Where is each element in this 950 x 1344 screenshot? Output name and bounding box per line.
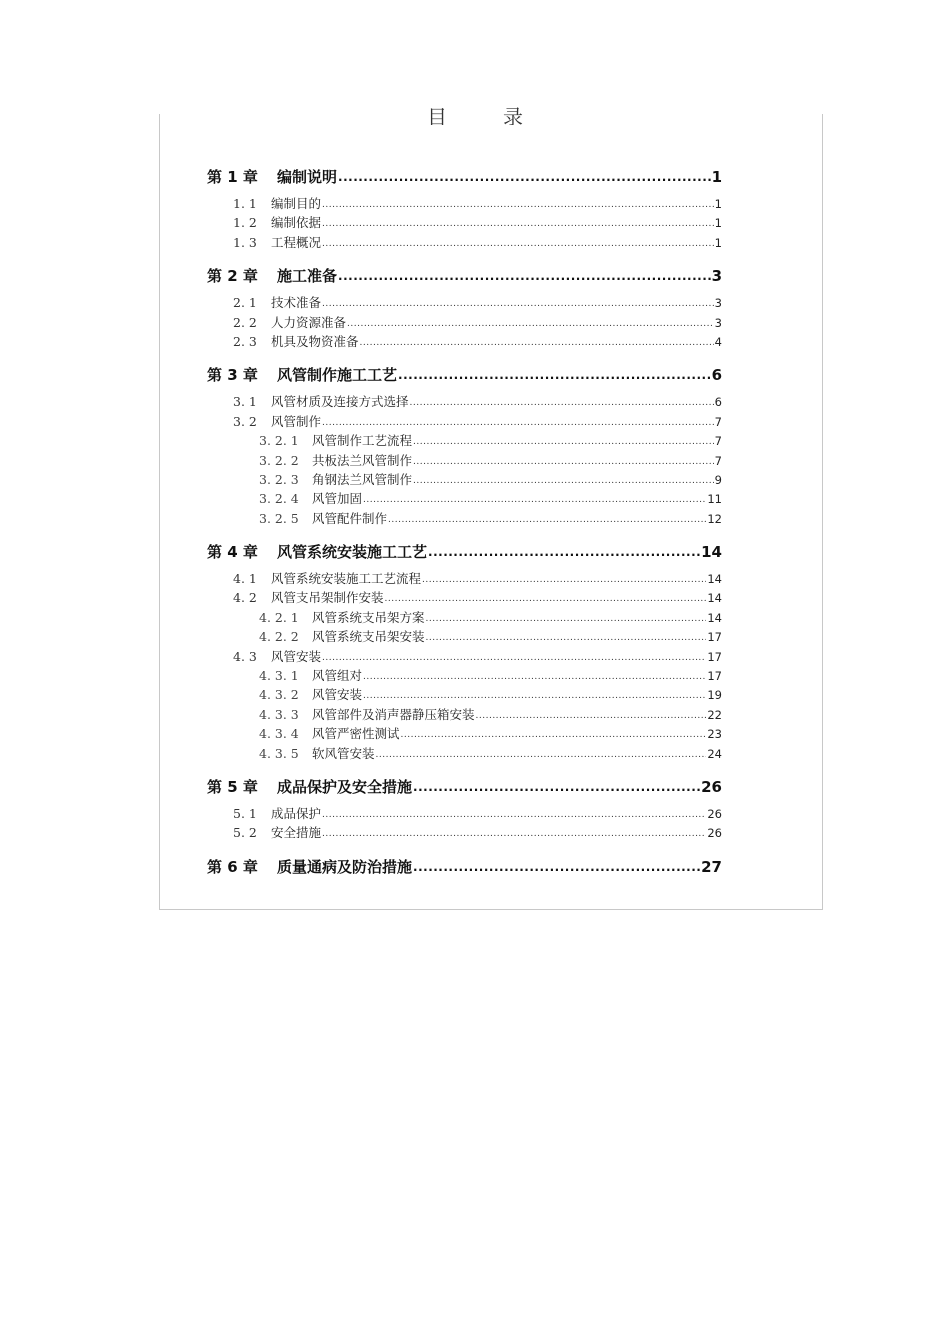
toc-section-entry[interactable]: [207, 588, 722, 607]
toc-entry-number: 第 3 章: [207, 366, 258, 385]
toc-entry-label: 风管安装: [271, 648, 322, 664]
toc-entry-number: 4. 2. 1: [259, 609, 299, 625]
toc-entry-number: 第 5 章: [207, 777, 258, 796]
toc-chapter-entry[interactable]: [207, 535, 722, 564]
toc-dot-leader: [410, 393, 714, 408]
toc-section-entry[interactable]: [207, 213, 722, 232]
toc-entry-page-number: 1: [714, 235, 722, 250]
toc-entry-number: 3. 2. 4: [259, 491, 299, 507]
toc-entry-number: 3. 2. 1: [259, 433, 299, 449]
toc-subsection-entry[interactable]: [207, 451, 722, 470]
toc-entry-page-number: 23: [707, 727, 722, 742]
toc-subsection-entry[interactable]: [207, 724, 722, 743]
toc-dot-leader: [476, 706, 707, 721]
toc-entry-label: 角钢法兰风管制作: [312, 471, 413, 487]
toc-dot-leader: [322, 195, 714, 210]
toc-dot-leader: [426, 628, 707, 643]
toc-entry-number: 1. 1: [233, 196, 257, 211]
toc-entry-label: 成品保护及安全措施: [277, 777, 413, 796]
toc-entry-number: 4. 2. 2: [259, 629, 299, 645]
toc-entry-number: 3. 2. 2: [259, 452, 299, 468]
toc-entry-label: 人力资源准备: [271, 314, 347, 330]
toc-dot-leader: [428, 542, 700, 560]
toc-subsection-entry[interactable]: [207, 470, 722, 489]
toc-chapter-entry[interactable]: [207, 770, 722, 799]
toc-dot-leader: [401, 725, 707, 740]
toc-entry-page-number: 24: [707, 746, 722, 761]
toc-subsection-entry[interactable]: [207, 608, 722, 627]
toc-entry-label: 风管配件制作: [312, 510, 388, 526]
toc-entry-page-number: 26: [707, 806, 722, 821]
table-of-contents: [207, 160, 722, 879]
toc-entry-label: 编制依据: [271, 215, 322, 231]
toc-chapter-entry[interactable]: [207, 259, 722, 288]
toc-entry-number: 3. 2: [233, 413, 257, 429]
toc-dot-leader: [322, 294, 714, 309]
toc-entry-label: 风管加固: [312, 491, 363, 507]
toc-dot-leader: [363, 667, 706, 682]
toc-entry-page-number: 3: [714, 296, 722, 311]
toc-dot-leader: [388, 510, 706, 525]
toc-entry-number: 2. 2: [233, 314, 257, 330]
toc-dot-leader: [376, 745, 707, 760]
toc-dot-leader: [322, 234, 714, 249]
toc-dot-leader: [363, 686, 706, 701]
toc-entry-label: 成品保护: [271, 805, 322, 821]
toc-dot-leader: [322, 214, 714, 229]
toc-entry-number: 1. 2: [233, 215, 257, 231]
toc-section-entry[interactable]: [207, 293, 722, 312]
toc-dot-leader: [322, 648, 706, 663]
toc-entry-page-number: 14: [707, 591, 722, 606]
toc-entry-label: 风管制作工艺流程: [312, 433, 413, 449]
toc-dot-leader: [322, 824, 706, 839]
toc-section-entry[interactable]: [207, 313, 722, 332]
toc-entry-number: 3. 2. 3: [259, 471, 299, 487]
toc-section-entry[interactable]: [207, 823, 722, 842]
toc-entry-number: 2. 1: [233, 295, 257, 311]
toc-entry-label: 风管组对: [312, 668, 363, 684]
toc-entry-page-number: 26: [707, 826, 722, 841]
toc-entry-number: 4. 3. 5: [259, 745, 299, 761]
toc-entry-label: 施工准备: [277, 267, 338, 286]
toc-dot-leader: [413, 452, 714, 467]
toc-subsection-entry[interactable]: [207, 744, 722, 763]
toc-entry-label: 风管制作: [271, 413, 322, 429]
toc-section-entry[interactable]: [207, 194, 722, 213]
toc-entry-page-number: 3: [714, 315, 722, 330]
toc-subsection-entry[interactable]: [207, 431, 722, 450]
toc-entry-page-number: 17: [707, 649, 722, 664]
toc-entry-label: 风管严密性测试: [312, 726, 400, 742]
toc-entry-label: 工程概况: [271, 234, 322, 250]
toc-entry-label: 风管材质及连接方式选择: [271, 394, 409, 410]
toc-entry-number: 4. 3: [233, 648, 257, 664]
toc-entry-page-number: 7: [714, 414, 722, 429]
toc-dot-leader: [322, 413, 714, 428]
toc-entry-page-number: 14: [701, 543, 722, 562]
toc-dot-leader: [422, 570, 706, 585]
toc-subsection-entry[interactable]: [207, 627, 722, 646]
toc-entry-number: 4. 3. 3: [259, 706, 299, 722]
toc-entry-label: 软风管安装: [312, 745, 375, 761]
toc-entry-page-number: 26: [701, 777, 722, 796]
toc-dot-leader: [413, 777, 700, 795]
toc-entry-number: 4. 1: [233, 571, 257, 587]
toc-entry-page-number: 7: [714, 453, 722, 468]
toc-section-entry[interactable]: [207, 233, 722, 252]
toc-entry-number: 4. 3. 4: [259, 726, 299, 742]
toc-entry-number: 1. 3: [233, 234, 257, 250]
toc-chapter-entry[interactable]: [207, 850, 722, 879]
toc-entry-page-number: 12: [707, 511, 722, 526]
toc-dot-leader: [385, 589, 707, 604]
toc-entry-label: 编制目的: [271, 196, 322, 211]
toc-section-entry[interactable]: [207, 569, 722, 588]
toc-dot-leader: [360, 333, 714, 348]
toc-section-entry[interactable]: [207, 647, 722, 666]
toc-entry-label: 编制说明: [277, 168, 338, 186]
toc-dot-leader: [338, 266, 711, 284]
toc-chapter-entry[interactable]: [207, 358, 722, 387]
toc-entry-label: 风管部件及消声器静压箱安装: [312, 706, 475, 722]
toc-subsection-entry[interactable]: [207, 509, 722, 528]
toc-section-entry[interactable]: [207, 332, 722, 351]
toc-entry-number: 第 4 章: [207, 543, 258, 562]
toc-entry-page-number: 27: [701, 857, 722, 876]
toc-entry-label: 风管制作施工工艺: [277, 366, 398, 385]
toc-entry-label: 质量通病及防治措施: [277, 857, 413, 876]
toc-entry-label: 共板法兰风管制作: [312, 452, 413, 468]
toc-entry-page-number: 6: [711, 366, 722, 385]
toc-chapter-entry[interactable]: [207, 160, 722, 189]
toc-entry-number: 3. 2. 5: [259, 510, 299, 526]
toc-section-entry[interactable]: [207, 412, 722, 431]
toc-entry-page-number: 14: [707, 610, 722, 625]
toc-entry-label: 风管系统安装施工工艺: [277, 543, 428, 562]
toc-dot-leader: [426, 609, 707, 624]
toc-entry-label: 技术准备: [271, 295, 322, 311]
toc-entry-page-number: 6: [714, 395, 722, 410]
toc-entry-number: 第 1 章: [207, 168, 258, 186]
toc-entry-number: 3. 1: [233, 394, 257, 410]
toc-entry-label: 安全措施: [271, 825, 322, 841]
toc-entry-label: 风管支吊架制作安装: [271, 590, 384, 606]
toc-entry-number: 4. 3. 2: [259, 687, 299, 703]
toc-entry-page-number: 9: [714, 472, 722, 487]
toc-dot-leader: [413, 857, 700, 875]
toc-entry-page-number: 1: [714, 197, 722, 211]
toc-subsection-entry[interactable]: [207, 685, 722, 704]
toc-entry-page-number: 3: [711, 267, 722, 286]
toc-entry-label: 风管系统支吊架方案: [312, 609, 425, 625]
toc-dot-leader: [413, 471, 714, 486]
toc-dot-leader: [322, 805, 706, 820]
toc-entry-number: 第 2 章: [207, 267, 258, 286]
toc-entry-number: 4. 3. 1: [259, 668, 299, 684]
toc-entry-page-number: 22: [707, 707, 722, 722]
toc-dot-leader: [338, 167, 711, 185]
toc-dot-leader: [413, 432, 714, 447]
toc-entry-page-number: 17: [707, 669, 722, 684]
toc-dot-leader: [347, 314, 714, 329]
toc-entry-page-number: 7: [714, 434, 722, 449]
toc-entry-label: 风管系统支吊架安装: [312, 629, 425, 645]
toc-entry-page-number: 19: [707, 688, 722, 703]
toc-entry-page-number: 4: [714, 334, 722, 349]
toc-entry-page-number: 17: [707, 630, 722, 645]
toc-subsection-entry[interactable]: [207, 666, 722, 685]
toc-title-text: 目 录: [427, 105, 541, 125]
toc-entry-label: 机具及物资准备: [271, 333, 359, 349]
toc-entry-number: 5. 1: [233, 805, 257, 821]
toc-entry-page-number: 1: [714, 216, 722, 231]
toc-entry-number: 5. 2: [233, 825, 257, 841]
toc-title: [0, 101, 950, 125]
toc-section-entry[interactable]: [207, 392, 722, 411]
toc-entry-number: 4. 2: [233, 590, 257, 606]
toc-dot-leader: [398, 365, 711, 383]
toc-entry-page-number: 1: [711, 168, 722, 186]
toc-subsection-entry[interactable]: [207, 705, 722, 724]
toc-entry-page-number: 11: [707, 492, 722, 507]
toc-entry-label: 风管系统安装施工工艺流程: [271, 571, 422, 587]
toc-entry-number: 2. 3: [233, 333, 257, 349]
toc-section-entry[interactable]: [207, 804, 722, 823]
toc-entry-page-number: 14: [707, 572, 722, 587]
toc-entry-number: 第 6 章: [207, 857, 258, 876]
toc-entry-label: 风管安装: [312, 687, 363, 703]
toc-dot-leader: [363, 490, 706, 505]
toc-subsection-entry[interactable]: [207, 489, 722, 508]
